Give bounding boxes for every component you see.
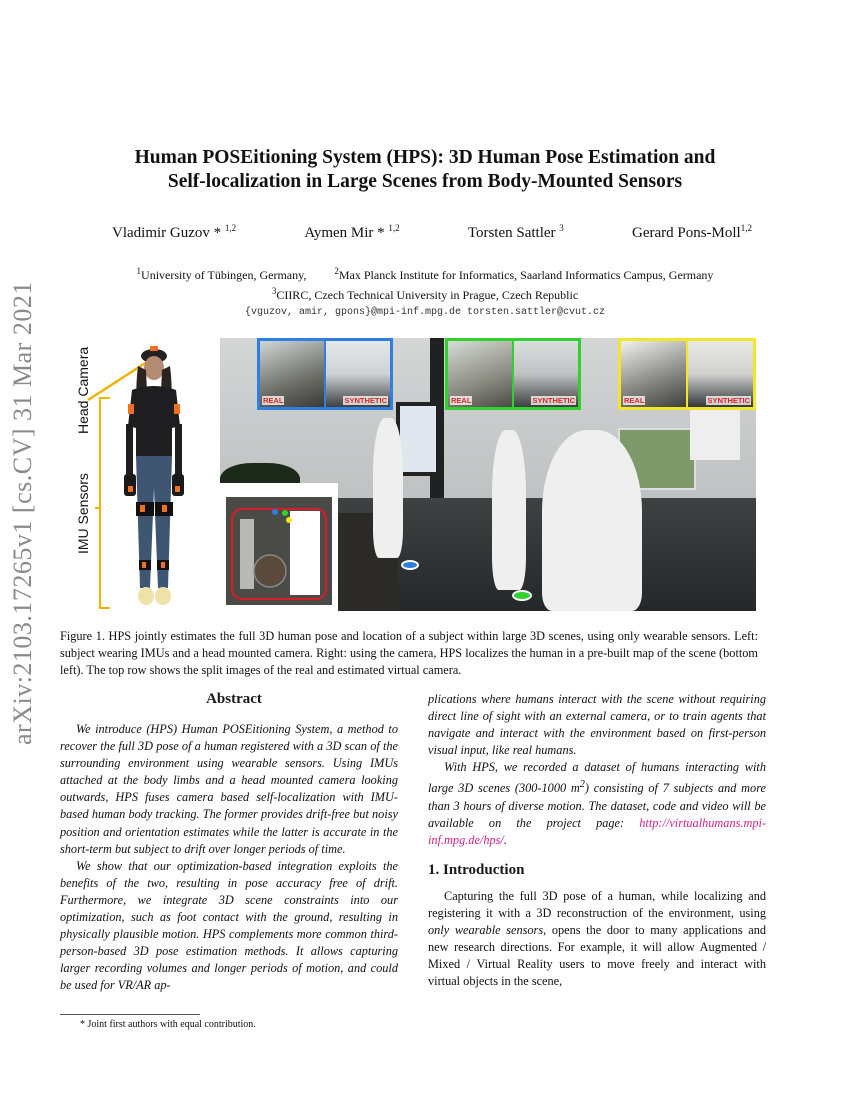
author-emails: {vguzov, amir, gpons}@mpi-inf.mpg.de torsten.sattler@cvut.cz xyxy=(244,307,606,318)
synthetic-tag: SYNTHETIC xyxy=(707,396,750,405)
abstract-continued xyxy=(428,691,766,849)
introduction-heading: 1. Introduction xyxy=(428,862,525,878)
position-marker-blue xyxy=(401,560,419,570)
author: Aymen Mir * $^{1,2}$ xyxy=(304,223,400,241)
abstract-paragraph: We show that our optimization-based integration exploits the benefits of the two, resulting in pose accuracy free of drift. Furthermore, we integrate 3D scene constraints into our optimization, such as foot contact with the ground, resulting in physically plausible motion. HPS complements more common third-person-based 3D pose estimation methods. It allows capturing larger recording volumes and longer periods of motion, and could be used for VR/AR ap- xyxy=(60,858,398,993)
avatar-blue xyxy=(373,418,403,558)
affiliations-line-2: $^3$CIIRC, Czech Technical University in Prague, Czech Republic xyxy=(271,286,579,302)
paper-title xyxy=(90,146,760,194)
position-marker-green xyxy=(512,590,532,601)
project-page-link[interactable]: http://virtualhumans.mpi-inf.mpg.de/hps/ xyxy=(428,815,766,847)
abstract-paragraph: With HPS, we recorded a dataset of humans interacting with large 3D scenes (300-1000 $m^2$) consisting of 7 subjects and more than 3 hours of diverse motion. The dataset, code and video will be available on the project page: http://virtualhumans.mpi-inf.mpg.de/hps/. xyxy=(428,760,766,847)
inset-blue xyxy=(257,338,393,410)
head-camera-label: Head Camera xyxy=(75,346,91,434)
figure-scene-render xyxy=(220,338,756,611)
poster xyxy=(690,408,740,460)
real-tag: REAL xyxy=(451,396,472,405)
title-line-1: Human POSEitioning System (HPS): 3D Human Pose Estimation and xyxy=(134,147,716,168)
abstract-paragraph: We introduce (HPS) Human POSEitioning System, a method to recover the full 3D pose of a human registered with a 3D scan of the surrounding environment using wearable sensors. Using IMUs attached at the body limbs and a head mounted camera looking outwards, HPS fuses camera based self-localization with IMU-based human body tracking. The former provides drift-free but noisy position and orientation estimates while the latter is accurate in the short-term but subject to drift over longer periods of time. xyxy=(60,722,398,856)
footnote-divider xyxy=(60,1014,200,1015)
real-tag: REAL xyxy=(263,396,284,405)
abstract-paragraph: plications where humans interact with the scene without requiring direct line of sight with an external camera, or to train agents that navigate and interact with the environment based on first-person visual input, like real humans. xyxy=(428,692,766,758)
trajectory-map xyxy=(220,483,338,611)
title-line-2: Self-localization in Large Scenes from Body-Mounted Sensors xyxy=(167,171,683,192)
avatar-green xyxy=(492,430,526,590)
real-tag: REAL xyxy=(624,396,645,405)
author: Torsten Sattler $^3$ xyxy=(467,223,564,241)
figure-subject-photo xyxy=(68,338,218,611)
affiliations-line-1: $^1$University of Tübingen, Germany, $^2$Max Planck Institute for Informatics, Saarland Informatics Campus, Germany xyxy=(136,266,714,282)
author: Gerard Pons-Moll$^{1,2}$ xyxy=(631,223,752,241)
inset-green xyxy=(445,338,581,410)
introduction-body xyxy=(428,888,766,991)
scene-map-inset xyxy=(220,483,338,611)
footnote: * Joint first authors with equal contribution. xyxy=(80,1019,256,1030)
avatar-yellow xyxy=(542,430,642,611)
synthetic-tag: SYNTHETIC xyxy=(344,396,387,405)
author: Vladimir Guzov * $^{1,2}$ xyxy=(112,223,237,241)
introduction-paragraph: Capturing the full 3D pose of a human, while localizing and registering it with a 3D reconstruction of the environment, using only wearable sensors, opens the door to many applications and new research directions. For example, it will allow Augmented / Mixed / Virtual Reality users to move freely and interact with virtual objects in the scene, xyxy=(428,889,767,989)
inset-yellow xyxy=(618,338,756,410)
figure-caption: Figure 1. HPS jointly estimates the full 3D human pose and location of a subject within large 3D scenes, using only wearable sensors. Left: subject wearing IMUs and a head mounted camera. Right: using the camera, HPS localizes the human in a pre-built map of the scene (bottom left). The top row shows the split images of the real and estimated virtual camera. xyxy=(60,629,758,677)
abstract-heading: Abstract xyxy=(206,691,262,707)
synthetic-tag: SYNTHETIC xyxy=(532,396,575,405)
author-list xyxy=(112,223,752,242)
imu-sensors-label: IMU Sensors xyxy=(75,473,91,554)
arxiv-identifier-stamp: arXiv:2103.17265v1 [cs.CV] 31 Mar 2021 xyxy=(8,281,37,745)
abstract-body xyxy=(60,721,398,995)
